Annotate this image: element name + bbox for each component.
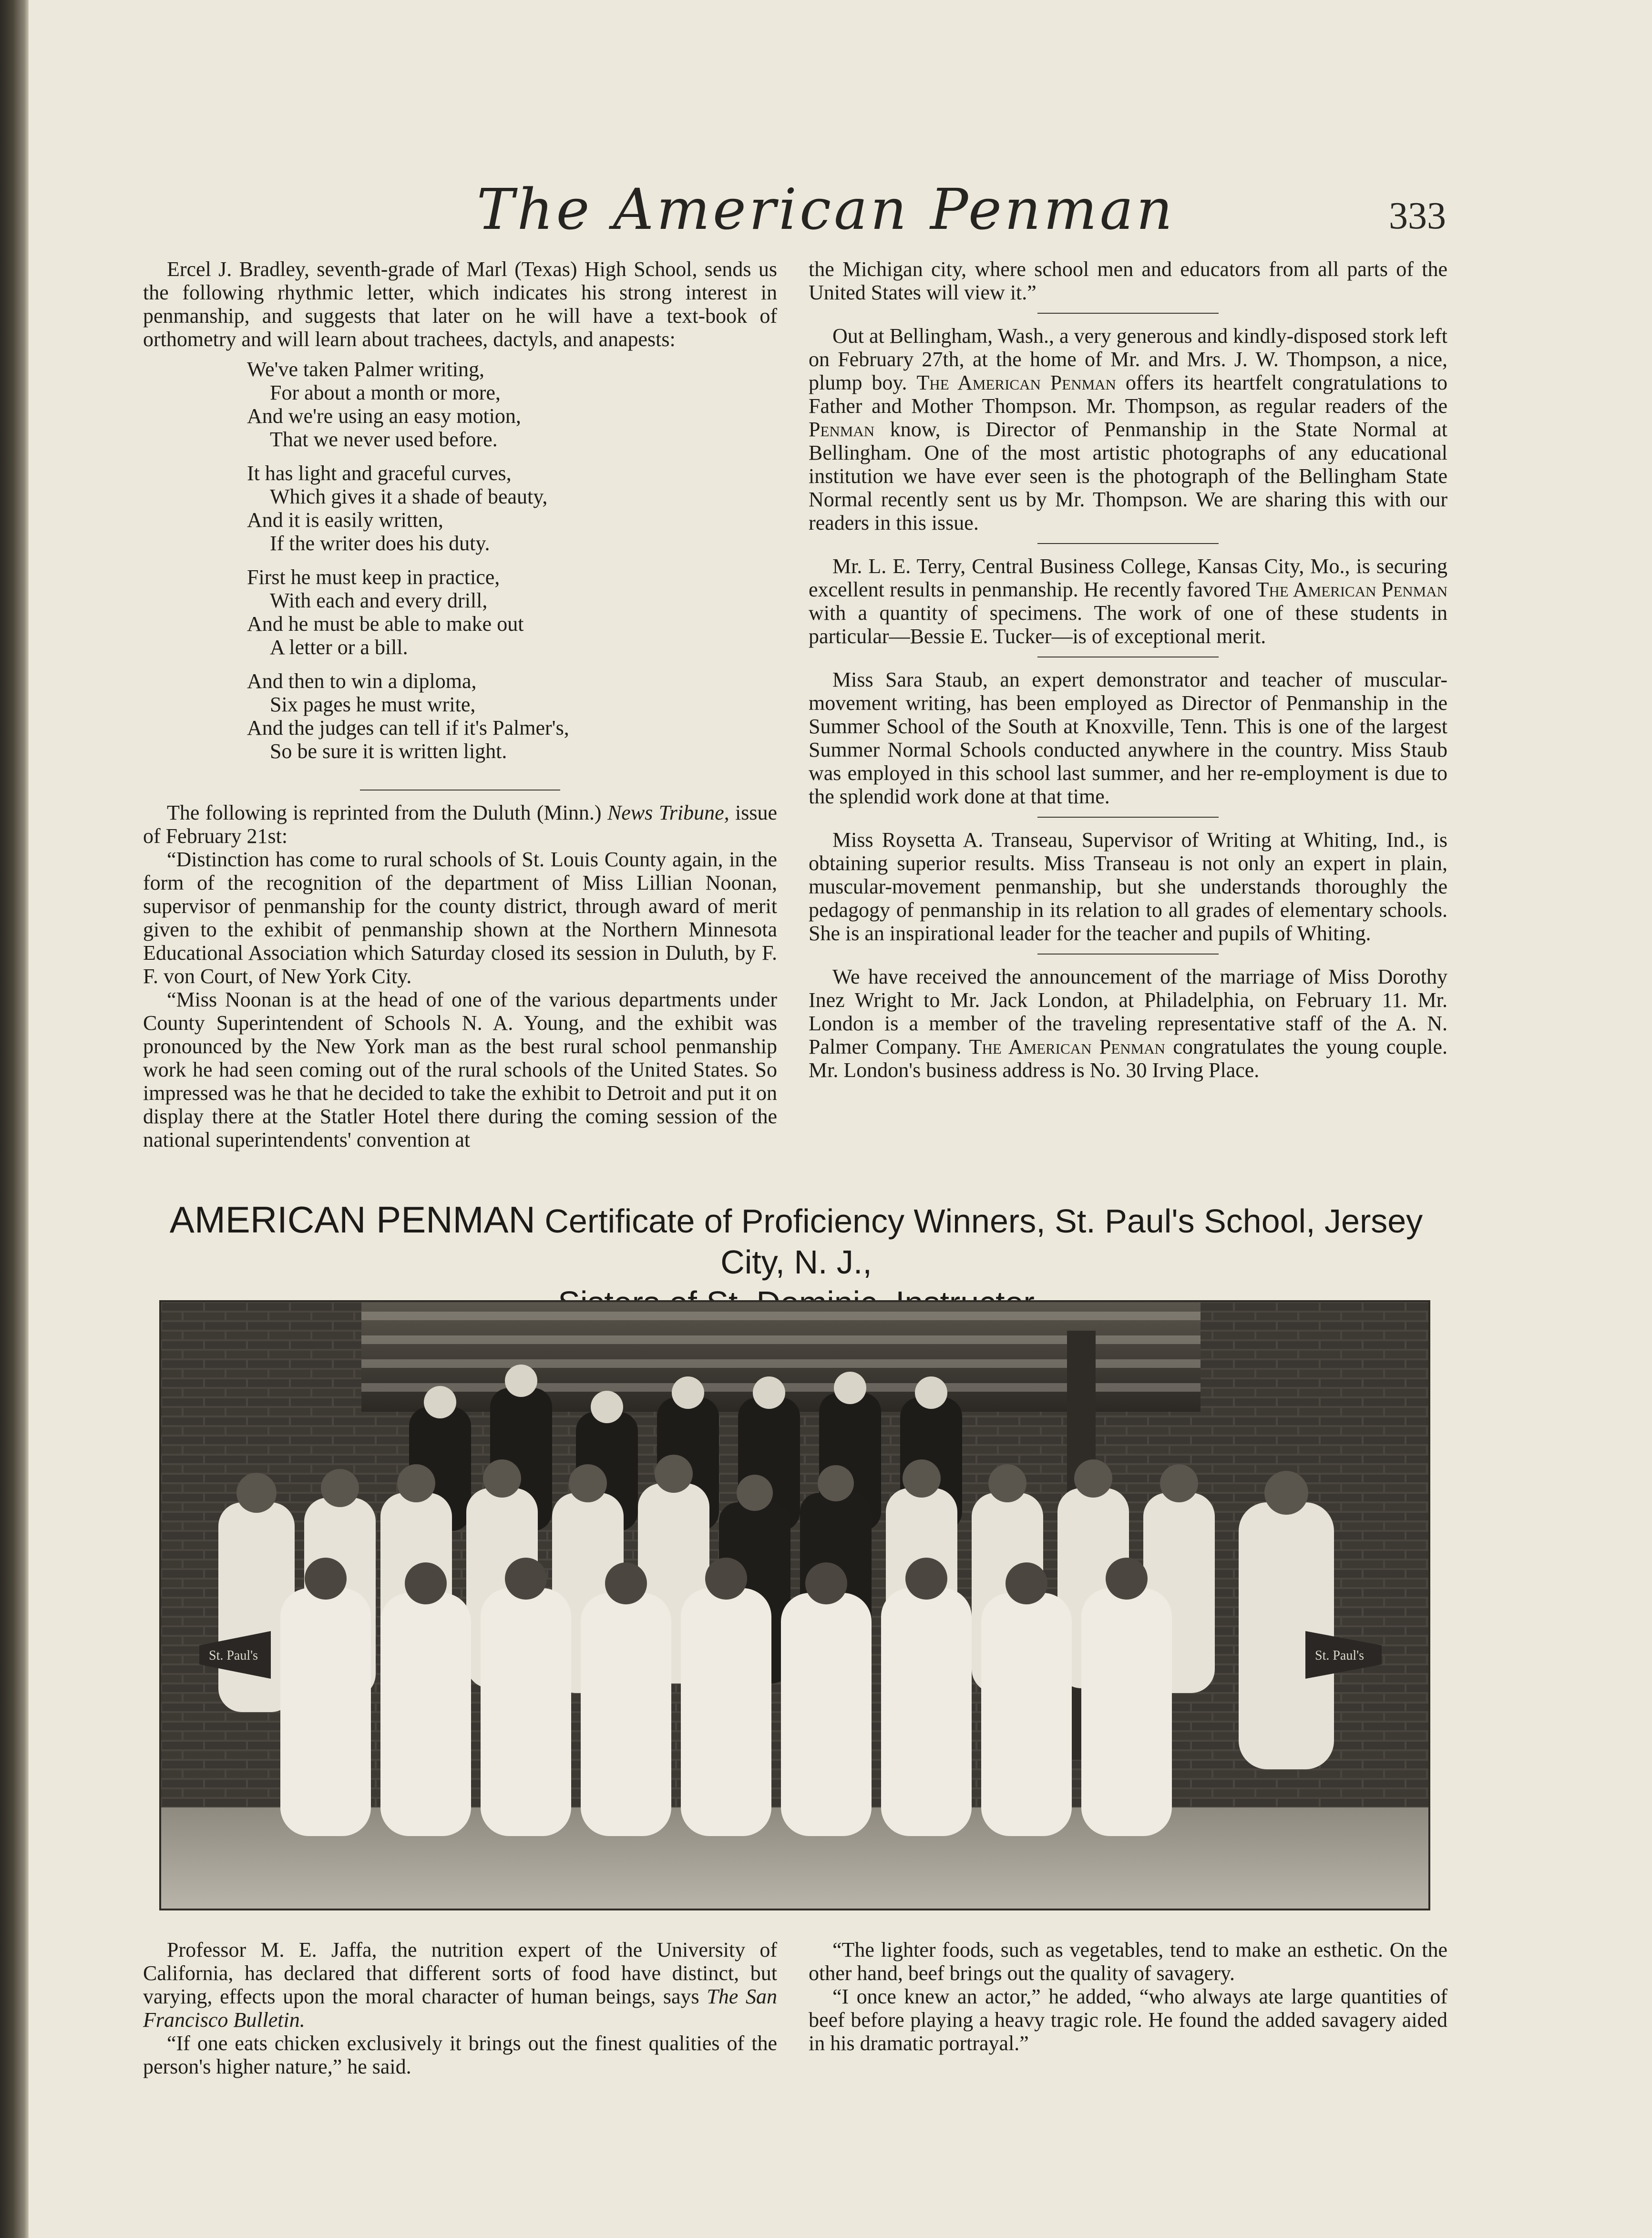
- wedding-item: [809, 965, 1447, 1082]
- class-photograph: [159, 1300, 1430, 1910]
- jaffa-actor-quote: “I once knew an actor,” he added, “who always ate large quantities of beef before playing a heavy tragic role. He found the added savagery aided in his dramatic portrayal.”: [809, 1985, 1447, 2055]
- bradley-intro: Ercel J. Bradley, seventh-grade of Marl (Texas) High School, sends us the following rhythmic letter, which indicates his strong interest in penmanship, and suggests that later on he will have a text-book of orthometry and will learn about trachees, dactyls, and anapests:: [143, 257, 777, 351]
- staub-item: Miss Sara Staub, an expert demonstrator and teacher of muscular-movement writing, has been employed as Director of Penmanship in the Summer School of the South at Knoxville, Tenn. This is one of the largest Summer Normal Schools conducted anywhere in the country. Miss Staub was employed in this school last summer, and her re-employment is due to the splendid work done at that time.: [809, 668, 1447, 808]
- terry-text: Mr. L. E. Terry, Central Business College, Kansas City, Mo., is securing excellent results in penmanship. He recently favored: [809, 554, 1447, 601]
- duluth-quote-1: “Distinction has come to rural schools of St. Louis County again, in the form of the recognition of the department of Miss Lillian Noonan, supervisor of penmanship for the county district, through award of merit given to the exhibit of penmanship shown at the Northern Minnesota Educational Association which Saturday closed its session in Duluth, by F. F. von Court, of New York City.: [143, 848, 777, 988]
- poem-line: And it is easily written,: [247, 508, 443, 532]
- wedding-text: congratulates the young couple. Mr. London's business address is No. 30 Irving Place.: [809, 1035, 1447, 1082]
- poem-line: First he must keep in practice,: [247, 565, 500, 589]
- poem-stanza: [247, 565, 777, 659]
- poem: [247, 358, 777, 763]
- bellingham-item: [809, 324, 1447, 534]
- poem-line: And we're using an easy motion,: [247, 404, 521, 428]
- bellingham-text: offers its heartfelt congratulations to Father and Mother Thompson. Mr. Thompson, as regular readers of the: [809, 371, 1447, 418]
- poem-line: For about a month or more,: [270, 381, 501, 404]
- publication-name: The American Penman: [969, 1035, 1165, 1058]
- caption-title: Certificate of Proficiency Winners, St. Paul's School, Jersey City, N. J.,: [535, 1202, 1423, 1281]
- section-divider: [1037, 817, 1219, 818]
- pennant-label: St. Paul's: [209, 1648, 258, 1663]
- terry-item: [809, 554, 1447, 648]
- bottom-left-column: [143, 1938, 777, 2078]
- jaffa-text: Professor M. E. Jaffa, the nutrition expert of the University of California, has declared that different sorts of food have distinct, but varying, effects upon the moral character of human beings, says: [143, 1938, 777, 2008]
- right-column: [809, 257, 1447, 1082]
- newspaper-name: News Tribune,: [607, 801, 729, 824]
- masthead: [0, 176, 1652, 257]
- page-number: 333: [1389, 195, 1446, 237]
- duluth-quote-2: “Miss Noonan is at the head of one of the various departments under County Superintendent of Schools N. A. Young, and the exhibit was pronounced by the New York man as the best rural school penmanship work he had seen coming out of the rural schools of the United States. So impressed was he that he decided to take the exhibit to Detroit and put it on display there at the Statler Hotel there during the coming session of the national superintendents' convention at: [143, 988, 777, 1151]
- poem-line: And he must be able to make out: [247, 612, 524, 636]
- poem-line: Six pages he must write,: [270, 693, 476, 716]
- section-divider: [1037, 954, 1219, 955]
- jaffa-item: [143, 1938, 777, 2032]
- poem-stanza: [247, 669, 777, 763]
- publication-name: The American Penman: [916, 371, 1116, 394]
- reprint-intro: [143, 801, 777, 848]
- bellingham-text: Out at Bellingham, Wash., a very generous and kindly-disposed stork left on February 27th, at the home of Mr. and Mrs. J. W. Thompson, a nice, plump boy.: [809, 324, 1447, 394]
- poem-line: With each and every drill,: [270, 589, 488, 612]
- book-spine: [0, 0, 29, 2238]
- poem-line: So be sure it is written light.: [270, 739, 507, 763]
- duluth-quote-end: the Michigan city, where school men and educators from all parts of the United States will view it.”: [809, 257, 1447, 304]
- front-row-girls: [280, 1588, 1172, 1836]
- publication-short-name: Penman: [809, 418, 875, 441]
- poem-line: And the judges can tell if it's Palmer's,: [247, 716, 569, 739]
- transeau-item: Miss Roysetta A. Transeau, Supervisor of Writing at Whiting, Ind., is obtaining superior results. Miss Transeau is not only an expert in plain, muscular-movement penmanship, but she understands thoroughly the pedagogy of penmanship in its relation to all grades of elementary schools. She is an inspirational leader for the teacher and pupils of Whiting.: [809, 828, 1447, 945]
- poem-line: That we never used before.: [270, 428, 498, 451]
- pennant-label: St. Paul's: [1315, 1648, 1365, 1663]
- publication-name: The American Penman: [1256, 578, 1447, 601]
- poem-line: It has light and graceful curves,: [247, 462, 512, 485]
- terry-text: with a quantity of specimens. The work of one of these students in particular—Bessie E. Tucker—is of exceptional merit.: [809, 601, 1447, 648]
- newspaper-name: The San Francisco Bulletin.: [143, 1985, 777, 2032]
- photograph-image: [161, 1302, 1428, 1909]
- left-column: [143, 257, 777, 1151]
- bottom-right-column: [809, 1938, 1447, 2055]
- poem-line: Which gives it a shade of beauty,: [270, 485, 548, 508]
- poem-line: A letter or a bill.: [270, 636, 408, 659]
- poem-stanza: [247, 462, 777, 555]
- caption-lead: AMERICAN PENMAN: [169, 1199, 535, 1241]
- section-divider: [1037, 543, 1219, 544]
- jaffa-quote: “If one eats chicken exclusively it brings out the finest qualities of the person's higher nature,” he said.: [143, 2032, 777, 2078]
- wedding-text: We have received the announcement of the marriage of Miss Dorothy Inez Wright to Mr. Jack London, at Philadelphia, on February 11. Mr. London is a member of the traveling representative staff of the A. N. Palmer Company.: [809, 965, 1447, 1058]
- poem-line: If the writer does his duty.: [270, 532, 490, 555]
- poem-line: And then to win a diploma,: [247, 669, 477, 693]
- reprint-intro-date: issue of February 21st:: [143, 801, 778, 848]
- caption-line-1: [143, 1199, 1449, 1283]
- jaffa-quote-continued: “The lighter foods, such as vegetables, tend to make an esthetic. On the other hand, beef brings out the quality of savagery.: [809, 1938, 1447, 1985]
- bellingham-text: know, is Director of Penmanship in the State Normal at Bellingham. One of the most artistic photographs of any educational institution we have ever seen is the photograph of the Bellingham State Normal recently sent us by Mr. Thompson. We are sharing this with our readers in this issue.: [809, 418, 1447, 534]
- poem-line: We've taken Palmer writing,: [247, 358, 485, 381]
- masthead-title: The American Penman: [476, 176, 1176, 242]
- reprint-intro-text: The following is reprinted from the Duluth (Minn.): [167, 801, 607, 824]
- poem-stanza: [247, 358, 777, 451]
- section-divider: [1037, 313, 1219, 314]
